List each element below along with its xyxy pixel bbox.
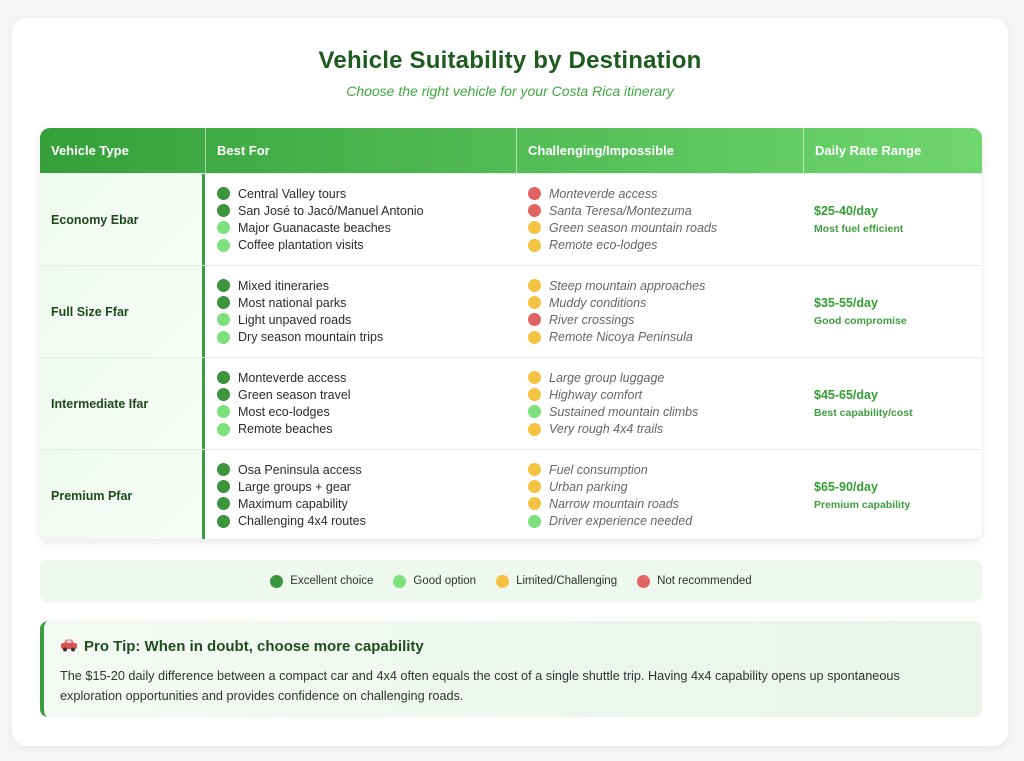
list-item (528, 495, 692, 512)
list-item-text: Muddy conditions (549, 295, 647, 310)
list-item-text: Osa Peninsula access (238, 462, 362, 477)
status-dot-icon (217, 388, 230, 401)
list-item (217, 237, 424, 254)
list-item (217, 369, 351, 386)
status-dot-icon (528, 497, 541, 510)
status-dot-icon (528, 313, 541, 326)
status-dot-icon (217, 515, 230, 528)
status-dot-icon (528, 405, 541, 418)
status-dot-icon (217, 371, 230, 384)
list-item (528, 185, 717, 202)
list-item-text: River crossings (549, 312, 635, 327)
pro-tip-title (60, 638, 424, 655)
status-dot-icon (217, 279, 230, 292)
legend-item (637, 575, 752, 588)
status-dot-icon (528, 388, 541, 401)
list-item (528, 386, 698, 403)
rate-note: Premium capability (814, 499, 911, 511)
column-header-best-for: Best For (205, 128, 516, 173)
status-dot-icon (528, 331, 541, 344)
list-item (528, 329, 705, 346)
rate-range: $65-90/day (814, 480, 878, 494)
list-item (217, 185, 424, 202)
challenging-list (528, 277, 705, 346)
table-row (40, 265, 982, 357)
car-icon (60, 638, 78, 655)
vehicle-type-cell (40, 358, 205, 449)
legend-dot-icon (637, 575, 650, 588)
status-dot-icon (528, 221, 541, 234)
legend-dot-icon (270, 575, 283, 588)
list-item-text: Green season mountain roads (549, 220, 718, 235)
rate-note: Most fuel efficient (814, 223, 904, 235)
vehicle-type-label: Premium Pfar (51, 488, 133, 503)
list-item (217, 329, 383, 346)
list-item-text: Most national parks (238, 295, 347, 310)
status-dot-icon (217, 239, 230, 252)
list-item (217, 219, 424, 236)
vehicle-type-cell (40, 450, 205, 539)
rate-range: $45-65/day (814, 388, 878, 402)
list-item-text: Major Guanacaste beaches (238, 220, 391, 235)
column-header-daily-rate: Daily Rate Range (803, 128, 982, 173)
legend-label: Excellent choice (290, 575, 374, 587)
status-dot-icon (528, 296, 541, 309)
status-dot-icon (217, 463, 230, 476)
list-item-text: Large group luggage (549, 370, 665, 385)
status-dot-icon (217, 480, 230, 493)
list-item-text: Maximum capability (238, 496, 348, 511)
pro-tip-body: The $15-20 daily difference between a compact car and 4x4 often equals the cost of a single shuttle trip. Having 4x4 capability opens up spontaneous exploration opportunities and provides confidence on challenging roads. (60, 669, 900, 703)
status-dot-icon (528, 187, 541, 200)
status-dot-icon (217, 497, 230, 510)
pro-tip-title-text: Pro Tip: When in doubt, choose more capability (84, 638, 424, 655)
status-dot-icon (528, 239, 541, 252)
column-header-challenging: Challenging/Impossible (516, 128, 803, 173)
challenging-list (528, 369, 698, 438)
list-item-text: Large groups + gear (238, 479, 351, 494)
column-header-vehicle-type: Vehicle Type (51, 143, 129, 158)
status-dot-icon (528, 371, 541, 384)
list-item-text: Monteverde access (238, 370, 347, 385)
status-dot-icon (217, 221, 230, 234)
list-item-text: Driver experience needed (549, 514, 693, 529)
list-item-text: Very rough 4x4 trails (549, 422, 664, 437)
list-item-text: Urban parking (549, 479, 628, 494)
status-dot-icon (217, 331, 230, 344)
best-for-list (217, 461, 366, 530)
list-item-text: Fuel consumption (549, 462, 648, 477)
list-item-text: Monteverde access (549, 186, 658, 201)
status-dot-icon (528, 204, 541, 217)
list-item (528, 513, 692, 530)
list-item (217, 461, 366, 478)
list-item (528, 461, 692, 478)
list-item (217, 277, 383, 294)
legend-label: Limited/Challenging (516, 575, 618, 587)
list-item (217, 513, 366, 530)
list-item-text: Steep mountain approaches (549, 278, 706, 293)
list-item (528, 294, 705, 311)
legend-item (270, 575, 373, 588)
table-header (40, 128, 982, 173)
challenging-list (528, 461, 692, 530)
vehicle-type-label: Intermediate Ifar (51, 396, 149, 411)
list-item-text: Coffee plantation visits (238, 238, 364, 253)
legend-label: Not recommended (657, 575, 752, 587)
list-item (217, 478, 366, 495)
list-item (528, 311, 705, 328)
list-item-text: Remote eco-lodges (549, 238, 658, 253)
list-item (217, 202, 424, 219)
list-item (528, 403, 698, 420)
table-row (40, 357, 982, 449)
rate-range: $25-40/day (814, 204, 878, 218)
rate-cell (814, 266, 907, 357)
best-for-list (217, 369, 351, 438)
suitability-table (40, 128, 982, 539)
list-item (217, 294, 383, 311)
status-dot-icon (217, 204, 230, 217)
list-item (528, 478, 692, 495)
rate-range: $35-55/day (814, 296, 878, 310)
status-dot-icon (528, 279, 541, 292)
list-item (217, 311, 383, 328)
list-item-text: Central Valley tours (238, 186, 347, 201)
legend-label: Good option (413, 575, 477, 587)
rate-note: Best capability/cost (814, 407, 913, 419)
status-dot-icon (528, 463, 541, 476)
status-dot-icon (217, 187, 230, 200)
list-item (528, 219, 717, 236)
legend-item (496, 575, 617, 588)
legend-dot-icon (393, 575, 406, 588)
list-item-text: Most eco-lodges (238, 404, 330, 419)
list-item (528, 202, 717, 219)
rate-note: Good compromise (814, 315, 907, 327)
vehicle-type-label: Full Size Ffar (51, 304, 129, 319)
list-item (217, 403, 351, 420)
list-item-text: Highway comfort (549, 387, 643, 402)
list-item (217, 495, 366, 512)
list-item-text: Narrow mountain roads (549, 496, 679, 511)
list-item (217, 421, 351, 438)
list-item-text: Remote beaches (238, 422, 333, 437)
list-item-text: Light unpaved roads (238, 312, 352, 327)
vehicle-type-label: Economy Ebar (51, 212, 139, 227)
page-subtitle: Choose the right vehicle for your Costa Rica itinerary (346, 83, 674, 99)
list-item-text: Sustained mountain climbs (549, 404, 699, 419)
list-item-text: Remote Nicoya Peninsula (549, 330, 693, 345)
best-for-list (217, 277, 383, 346)
list-item-text: Santa Teresa/Montezuma (549, 203, 692, 218)
vehicle-type-cell (40, 174, 205, 265)
page-title: Vehicle Suitability by Destination (318, 47, 702, 74)
list-item-text: Challenging 4x4 routes (238, 514, 366, 529)
status-dot-icon (217, 423, 230, 436)
list-item (528, 421, 698, 438)
status-dot-icon (528, 480, 541, 493)
table-row (40, 449, 982, 539)
vehicle-type-cell (40, 266, 205, 357)
legend-item (393, 575, 476, 588)
status-dot-icon (528, 423, 541, 436)
list-item (528, 369, 698, 386)
list-item-text: Mixed itineraries (238, 278, 330, 293)
status-dot-icon (217, 405, 230, 418)
main-card (12, 18, 1008, 746)
status-dot-icon (528, 515, 541, 528)
rate-cell (814, 358, 913, 449)
list-item (528, 237, 717, 254)
list-item (528, 277, 705, 294)
list-item (217, 386, 351, 403)
rate-cell (814, 450, 910, 539)
list-item-text: San José to Jacó/Manuel Antonio (238, 203, 424, 218)
legend (40, 560, 982, 602)
list-item-text: Green season travel (238, 387, 351, 402)
list-item-text: Dry season mountain trips (238, 330, 384, 345)
legend-dot-icon (496, 575, 509, 588)
pro-tip-box (40, 621, 982, 717)
challenging-list (528, 185, 717, 254)
status-dot-icon (217, 296, 230, 309)
status-dot-icon (217, 313, 230, 326)
rate-cell (814, 174, 903, 265)
table-row (40, 173, 982, 265)
best-for-list (217, 185, 424, 254)
